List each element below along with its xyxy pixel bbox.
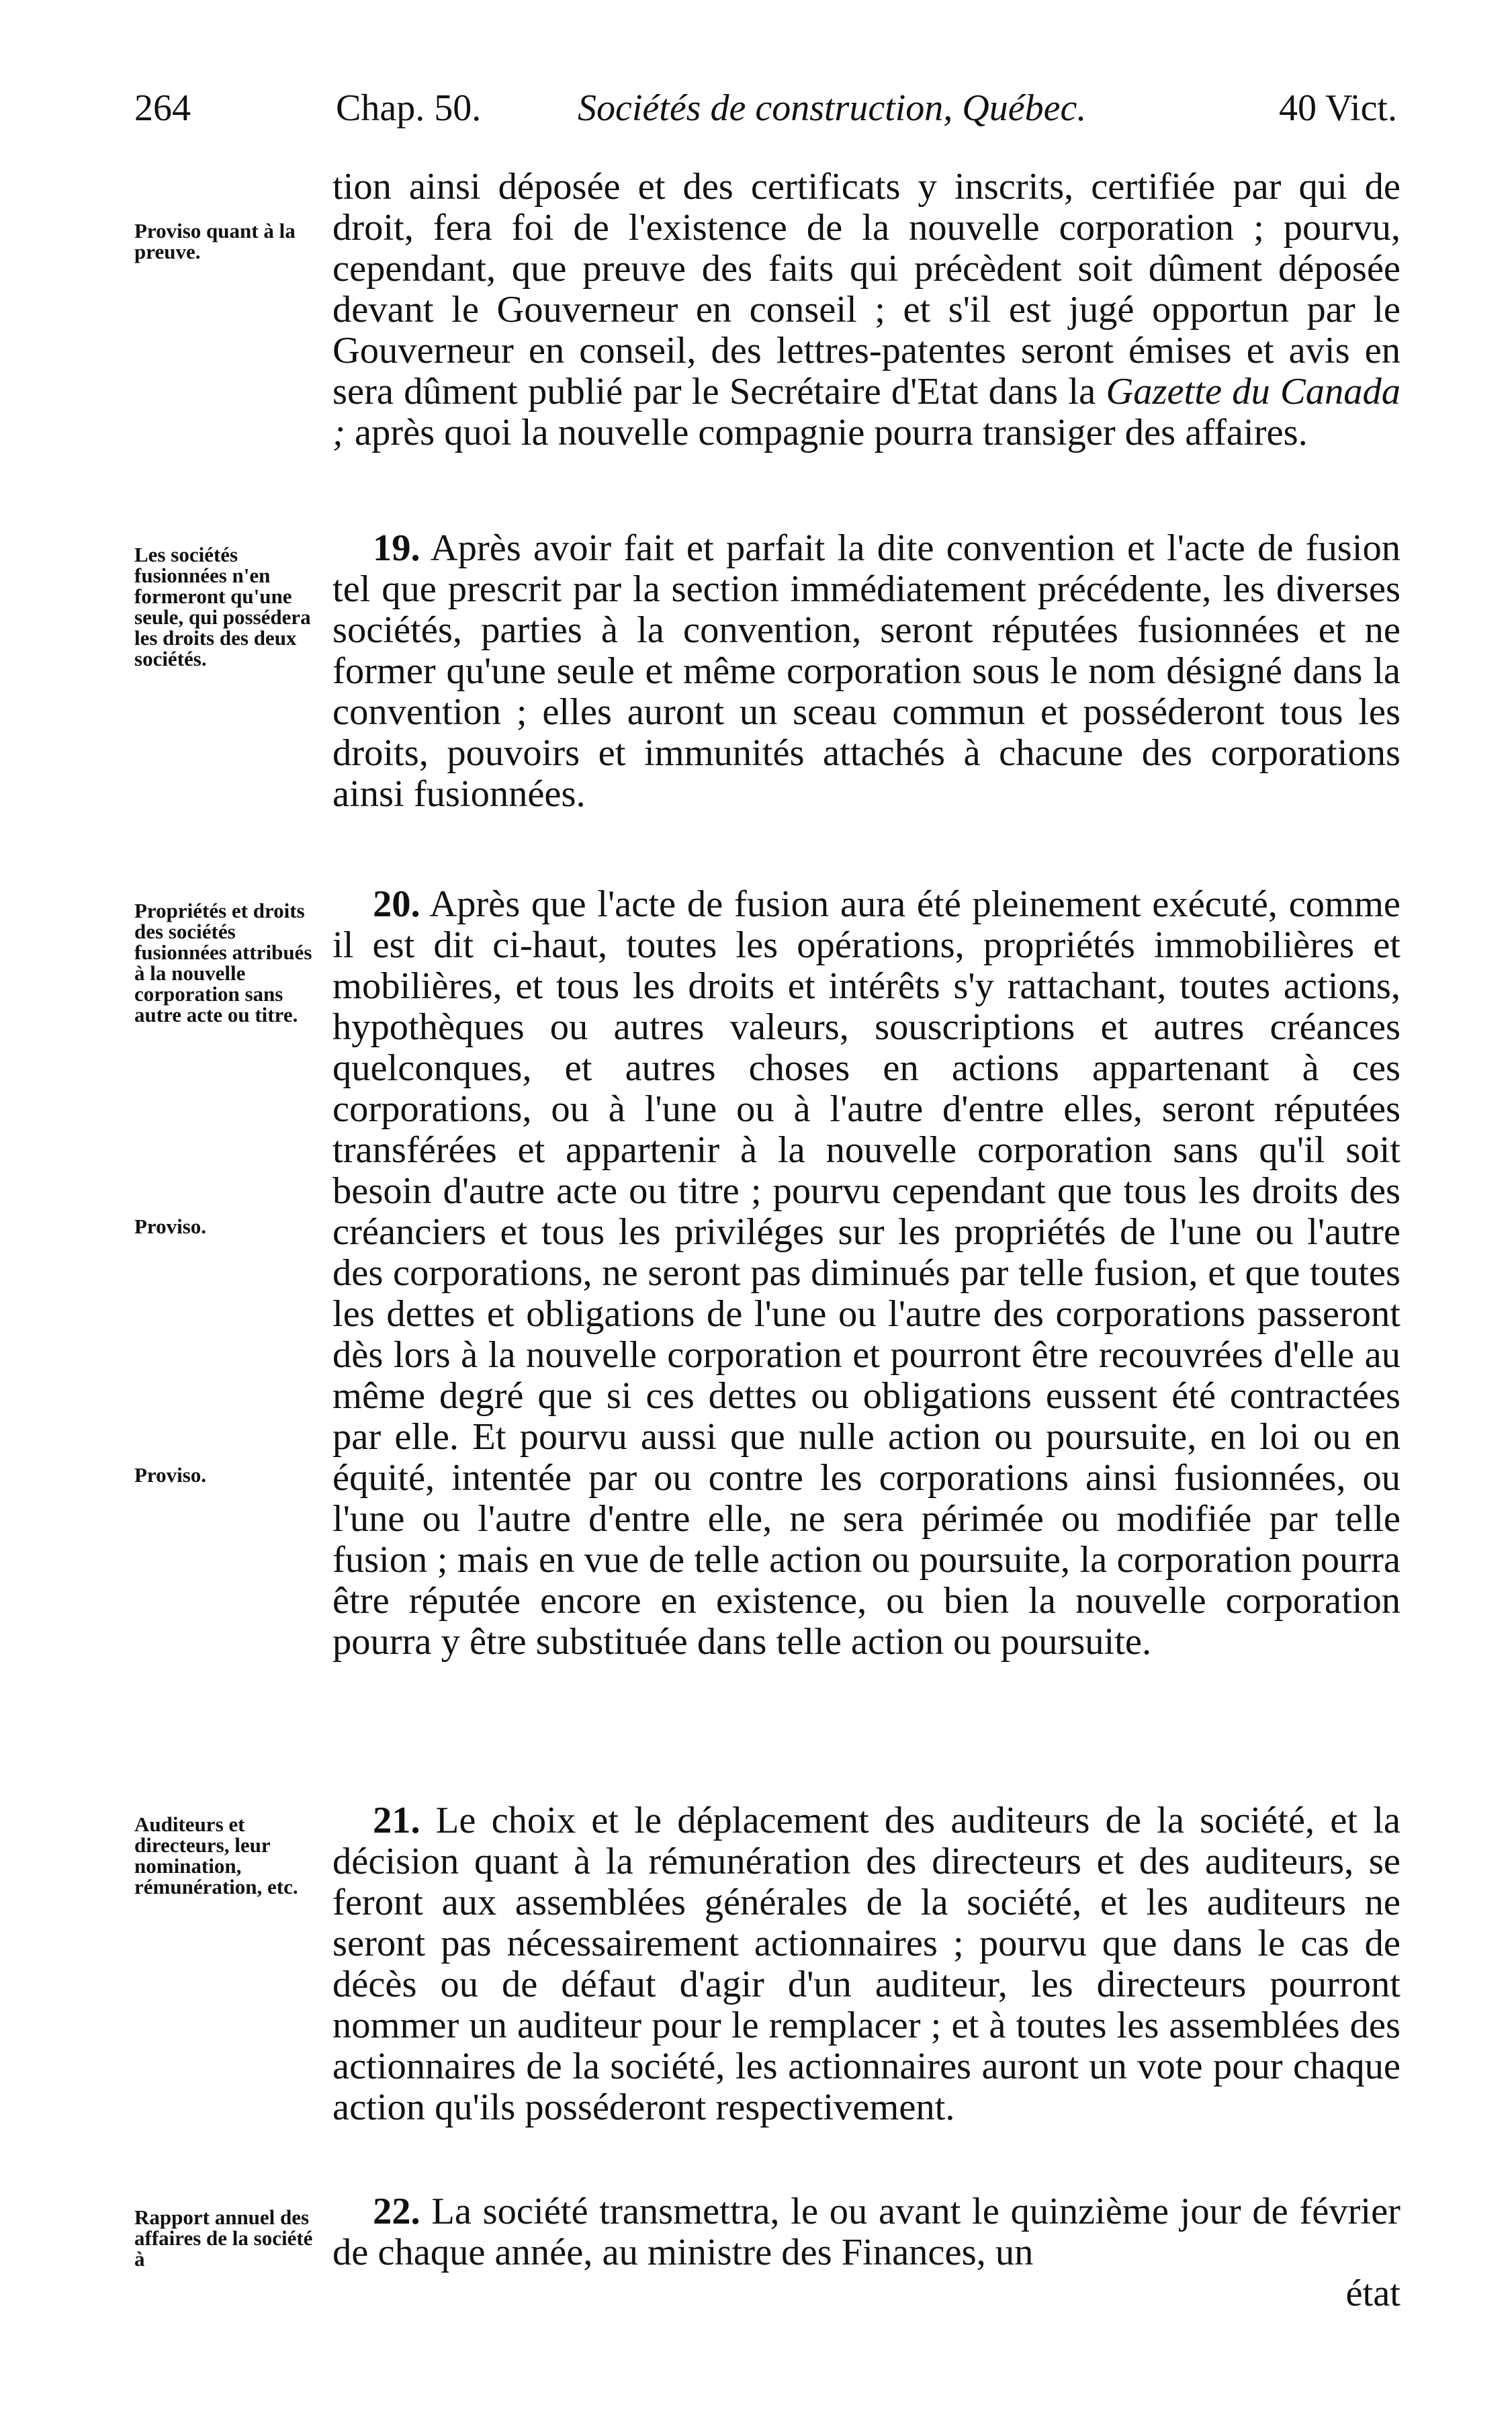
margin-note-proviso-preuve: Proviso quant à la preuve. (134, 219, 296, 263)
gazette-title: Gazette du Canada ; (332, 371, 1400, 453)
running-header (134, 85, 1397, 132)
section-number-19: 19. (373, 527, 420, 569)
margin-note-section-20: Propriétés et droits des sociétés fusionnées attribués à la nouvelle corporation sans autre acte ou titre. (134, 899, 312, 1026)
continuation-text-1: tion ainsi déposée et des certificats y inscrits, certifiée par qui de droit, fera foi de l'existence de la nouvelle corporation ; pourvu, cependant, que preuve des faits qui précèdent soit dûment déposée devant le Gouverneur en conseil ; et s'il est jugé opportun par le Gouverneur en conseil, des lettres-patentes seront émises et avis en sera dûment publié par le Secrétaire d'Etat dans la (332, 166, 1400, 412)
paragraph-continuation (332, 167, 1400, 453)
margin-note-section-19: Les sociétés fusionnées n'en formeront qu'une seule, qui possédera les droits des deux sociétés. (134, 543, 311, 670)
page-number: 264 (134, 87, 191, 129)
chapter-label: Chap. 50. (336, 87, 482, 129)
margin-note-section-21: Auditeurs et directeurs, leur nomination, rémunération, etc. (134, 1812, 298, 1898)
section-21 (332, 1800, 1400, 2128)
continuation-text-2: après quoi la nouvelle compagnie pourra transiger des affaires. (345, 412, 1308, 453)
section-20 (332, 884, 1400, 1663)
section-number-22: 22. (373, 2191, 420, 2232)
margin-note-proviso-1: Proviso. (134, 1215, 207, 1238)
section-21-text: Le choix et le déplacement des auditeurs de la société, et la décision quant à la rémunération des directeurs et des auditeurs, se feront aux assemblées générales de la société, et les auditeurs ne seront pas nécessairement actionnaires ; pourvu que dans le cas de décès ou de défaut d'agir d'un auditeur, les directeurs pourront nommer un auditeur pour le remplacer ; et à toutes les assemblées des actionnaires de la société, les actionnaires auront un vote pour chaque action qu'ils posséderont respectivement. (332, 1800, 1400, 2128)
section-22-text: La société transmettra, le ou avant le quinzième jour de février de chaque année, au ministre des Finances, un (332, 2191, 1400, 2273)
section-22 (332, 2191, 1400, 2314)
margin-note-proviso-2: Proviso. (134, 1463, 207, 1487)
section-number-20: 20. (373, 883, 420, 925)
section-number-21: 21. (373, 1800, 420, 1841)
margin-note-section-22: Rapport annuel des affaires de la société à (134, 2205, 313, 2271)
running-title: Sociétés de construction, Québec. (578, 87, 1087, 129)
regnal-year: 40 Vict. (1278, 87, 1397, 129)
section-19 (332, 528, 1400, 815)
catchword: état (1345, 2273, 1400, 2314)
section-19-text: Après avoir fait et parfait la dite convention et l'acte de fusion tel que prescrit par la section immédiatement précédente, les diverses sociétés, parties à la convention, seront réputées fusionnées et ne former qu'une seule et même corporation sous le nom désigné dans la convention ; elles auront un sceau commun et posséderont tous les droits, pouvoirs et immunités attachés à chacune des corporations ainsi fusionnées. (332, 527, 1400, 815)
section-20-text: Après que l'acte de fusion aura été pleinement exécuté, comme il est dit ci-haut, toutes les opérations, propriétés immobilières et mobilières, et tous les droits et intérêts s'y rattachant, toutes actions, hypothèques ou autres valeurs, souscriptions et autres créances quelconques, et autres choses en actions appartenant à ces corporations, ou à l'une ou à l'autre d'entre elles, seront réputées transférées et appartenir à la nouvelle corporation sans qu'il soit besoin d'autre acte ou titre ; pourvu cependant que tous les droits des créanciers et tous les priviléges sur les propriétés de l'une ou l'autre des corporations, ne seront pas diminués par telle fusion, et que toutes les dettes et obligations de l'une ou l'autre des corporations passeront dès lors à la nouvelle corporation et pourront être recouvrées d'elle au même degré que si ces dettes ou obligations eussent été contractées par elle. Et pourvu aussi que nulle action ou poursuite, en loi ou en équité, intentée par ou contre les corporations ainsi fusionnées, ou l'une ou l'autre d'entre elle, ne sera périmée ou modifiée par telle fusion ; mais en vue de telle action ou poursuite, la corporation pourra être réputée encore en existence, ou bien la nouvelle corporation pourra y être substituée dans telle action ou poursuite. (332, 883, 1400, 1663)
